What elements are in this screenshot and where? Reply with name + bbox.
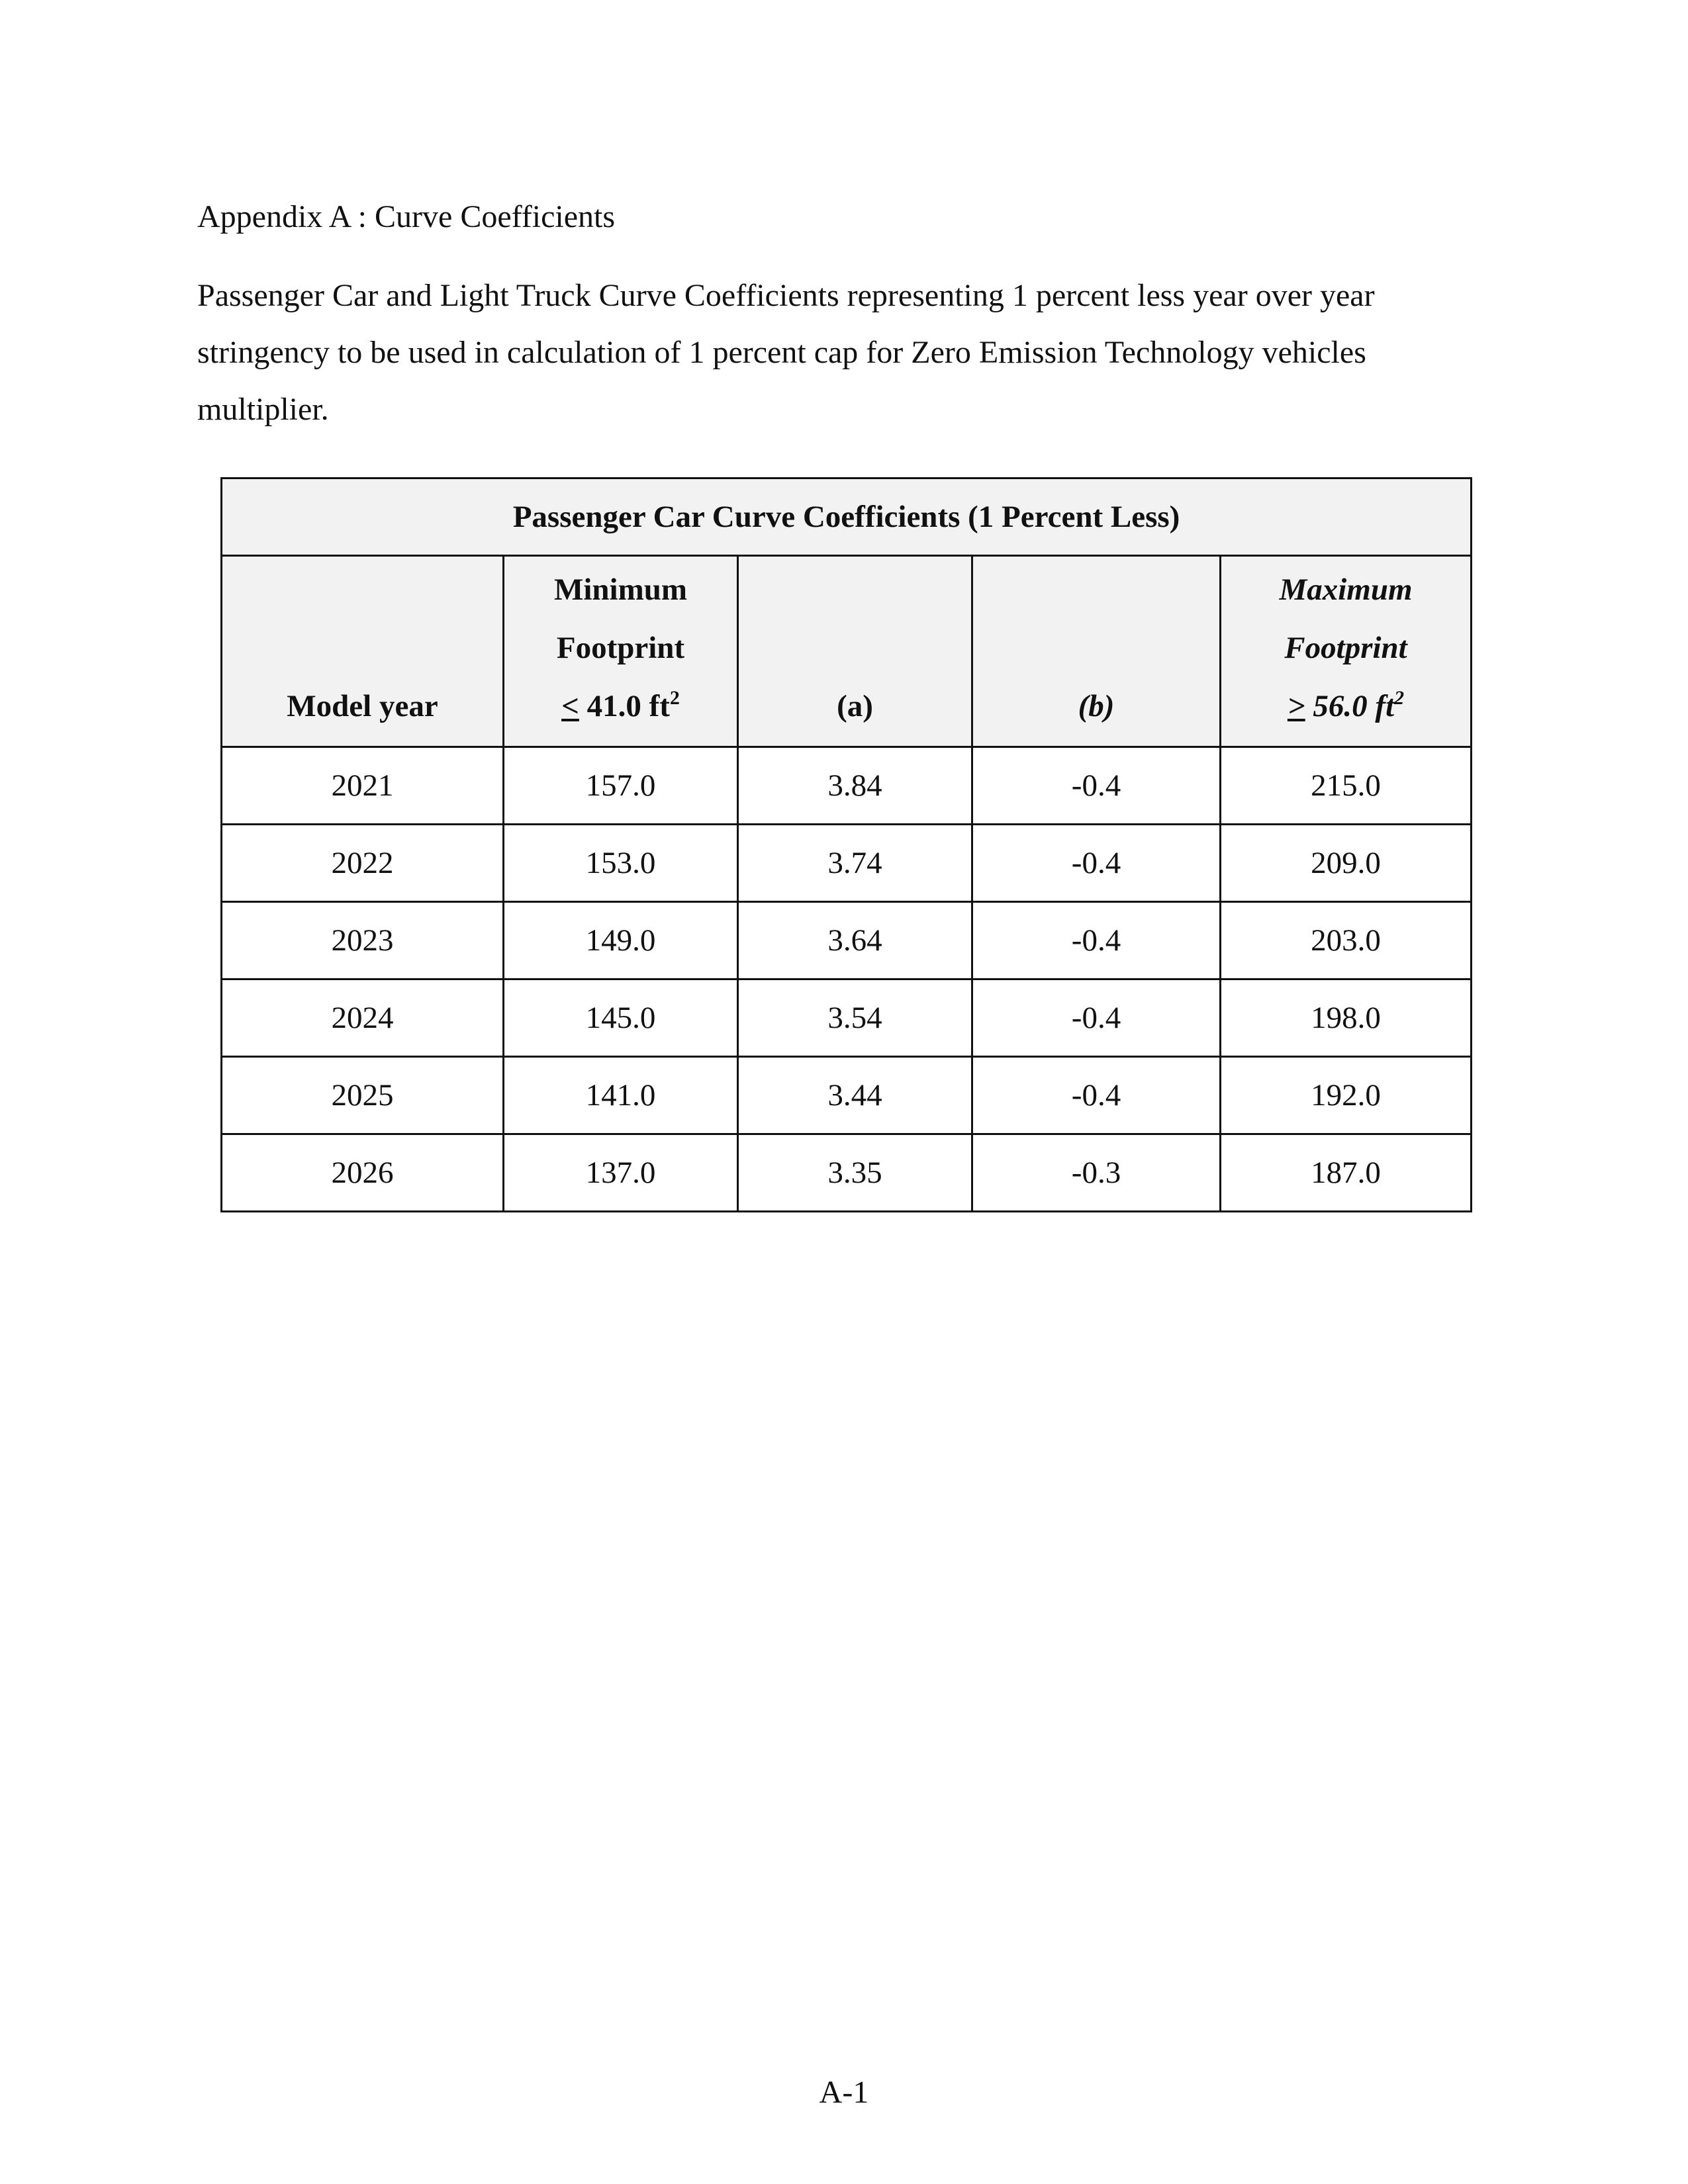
cell-year: 2026 — [222, 1134, 504, 1212]
header-label: (b) — [1078, 689, 1115, 723]
curve-coefficients-table — [220, 477, 1472, 1212]
cell-b: -0.4 — [972, 902, 1221, 979]
appendix-heading: Appendix A : Curve Coefficients — [197, 199, 616, 234]
cell-year: 2025 — [222, 1057, 504, 1134]
table-header-row — [222, 556, 1472, 747]
cell-max: 198.0 — [1221, 979, 1472, 1057]
less-equal-symbol: < — [561, 689, 579, 723]
table-title: Passenger Car Curve Coefficients (1 Percent Less) — [222, 478, 1472, 556]
cell-a: 3.64 — [738, 902, 972, 979]
cell-b: -0.4 — [972, 825, 1221, 902]
greater-equal-symbol: > — [1287, 689, 1305, 723]
cell-min: 145.0 — [504, 979, 738, 1057]
intro-paragraph — [197, 267, 1495, 438]
cell-max: 187.0 — [1221, 1134, 1472, 1212]
cell-min: 157.0 — [504, 747, 738, 825]
intro-line: stringency to be used in calculation of 1 percent cap for Zero Emission Technology vehicles — [197, 335, 1366, 370]
header-label: Minimum — [553, 572, 688, 607]
cell-a: 3.54 — [738, 979, 972, 1057]
cell-max: 209.0 — [1221, 825, 1472, 902]
header-label: Maximum — [1279, 572, 1413, 607]
cell-min: 153.0 — [504, 825, 738, 902]
cell-max: 192.0 — [1221, 1057, 1472, 1134]
cell-year: 2024 — [222, 979, 504, 1057]
cell-a: 3.44 — [738, 1057, 972, 1134]
cell-b: -0.4 — [972, 747, 1221, 825]
table-title-row — [222, 478, 1472, 556]
header-minimum-footprint — [504, 556, 738, 747]
cell-min: 141.0 — [504, 1057, 738, 1134]
header-maximum-footprint — [1221, 556, 1472, 747]
table-row — [222, 1134, 1472, 1212]
table-row — [222, 979, 1472, 1057]
cell-a: 3.35 — [738, 1134, 972, 1212]
cell-a: 3.74 — [738, 825, 972, 902]
cell-min: 149.0 — [504, 902, 738, 979]
header-model-year — [222, 556, 504, 747]
header-label: Footprint — [1284, 631, 1407, 665]
table-row — [222, 902, 1472, 979]
threshold-value: 56.0 ft — [1305, 689, 1395, 723]
intro-line: Passenger Car and Light Truck Curve Coefficients representing 1 percent less year over year — [197, 278, 1375, 313]
exponent: 2 — [1394, 687, 1405, 709]
table-row — [222, 747, 1472, 825]
cell-year: 2023 — [222, 902, 504, 979]
cell-year: 2022 — [222, 825, 504, 902]
cell-max: 215.0 — [1221, 747, 1472, 825]
header-a — [738, 556, 972, 747]
cell-b: -0.4 — [972, 1057, 1221, 1134]
header-threshold — [1221, 677, 1470, 735]
cell-a: 3.84 — [738, 747, 972, 825]
header-label: Model year — [287, 689, 438, 723]
intro-line: multiplier. — [197, 392, 329, 427]
header-label: Footprint — [556, 631, 685, 665]
header-b — [972, 556, 1221, 747]
table-row — [222, 1057, 1472, 1134]
cell-year: 2021 — [222, 747, 504, 825]
cell-b: -0.4 — [972, 979, 1221, 1057]
page-number: A-1 — [819, 2075, 869, 2110]
cell-max: 203.0 — [1221, 902, 1472, 979]
table-row — [222, 825, 1472, 902]
header-label: (a) — [837, 689, 873, 723]
exponent: 2 — [669, 687, 680, 709]
header-threshold — [504, 677, 737, 735]
cell-b: -0.3 — [972, 1134, 1221, 1212]
threshold-value: 41.0 ft — [579, 689, 670, 723]
cell-min: 137.0 — [504, 1134, 738, 1212]
